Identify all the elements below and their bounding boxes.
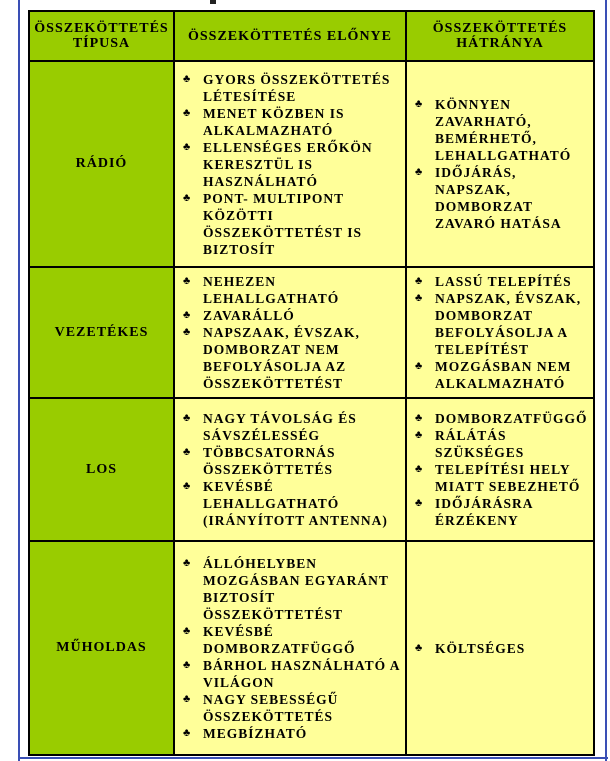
table-row xyxy=(29,541,594,755)
club-bullet-icon: ♣ xyxy=(183,140,192,153)
advantage-cell xyxy=(174,541,406,755)
list-item xyxy=(413,461,589,495)
list-item-text: MEGBÍZHATÓ xyxy=(203,725,308,741)
list-item xyxy=(181,307,401,324)
advantage-list xyxy=(175,69,405,260)
list-item xyxy=(181,657,401,691)
disadvantage-cell xyxy=(406,541,594,755)
row-type-cell: RÁDIÓ xyxy=(29,61,174,267)
list-item xyxy=(413,273,589,290)
club-bullet-icon: ♣ xyxy=(183,326,192,338)
list-item xyxy=(413,96,589,164)
club-bullet-icon: ♣ xyxy=(183,692,192,705)
list-item xyxy=(413,164,589,232)
list-item xyxy=(181,71,401,105)
club-bullet-icon: ♣ xyxy=(415,412,424,424)
advantage-cell xyxy=(174,61,406,267)
club-bullet-icon: ♣ xyxy=(183,309,192,321)
list-item-text: NEHEZEN LEHALLGATHATÓ xyxy=(203,274,340,306)
list-item xyxy=(181,105,401,139)
disadvantage-cell xyxy=(406,61,594,267)
list-item-text: PONT- MULTIPONT KÖZÖTTI ÖSSZEKÖTTETÉST IS BIZTOSÍT xyxy=(203,190,362,257)
club-bullet-icon: ♣ xyxy=(183,624,192,637)
list-item xyxy=(181,444,401,478)
list-item xyxy=(413,495,589,529)
frame-left-border xyxy=(18,0,20,761)
club-bullet-icon: ♣ xyxy=(183,72,192,85)
table-body xyxy=(29,61,594,755)
club-bullet-icon: ♣ xyxy=(415,292,424,304)
club-bullet-icon: ♣ xyxy=(183,412,192,424)
list-item xyxy=(413,290,589,358)
disadvantage-list xyxy=(407,271,593,394)
header-advantage: ÖSSZEKÖTTETÉS ELŐNYE xyxy=(174,11,406,61)
list-item xyxy=(181,691,401,725)
list-item-text: IDŐJÁRÁS, NAPSZAK, DOMBORZAT ZAVARÓ HATÁSA xyxy=(435,165,562,231)
disadvantage-cell xyxy=(406,267,594,398)
club-bullet-icon: ♣ xyxy=(415,641,424,654)
club-bullet-icon: ♣ xyxy=(183,556,192,569)
table-row xyxy=(29,398,594,541)
disadvantage-list xyxy=(407,94,593,234)
club-bullet-icon: ♣ xyxy=(183,446,192,458)
list-item xyxy=(181,623,401,657)
list-item-text: ZAVARÁLLÓ xyxy=(203,308,295,323)
list-item-text: ELLENSÉGES ERŐKÖN KERESZTÜL IS HASZNÁLHATÓ xyxy=(203,139,373,189)
list-item xyxy=(181,139,401,190)
advantage-list xyxy=(175,553,405,744)
list-item-text: RÁLÁTÁS SZÜKSÉGES xyxy=(435,428,525,460)
advantage-cell xyxy=(174,267,406,398)
list-item-text: IDŐJÁRÁSRA ÉRZÉKENY xyxy=(435,496,533,528)
advantage-cell xyxy=(174,398,406,541)
row-type-cell: MŰHOLDAS xyxy=(29,541,174,755)
header-row xyxy=(29,11,594,61)
list-item-text: DOMBORZATFÜGGŐ xyxy=(435,411,588,426)
disadvantage-list xyxy=(407,638,593,659)
list-item-text: NAGY SEBESSÉGŰ ÖSSZEKÖTTETÉS xyxy=(203,691,339,724)
list-item-text: KEVÉSBÉ LEHALLGATHATÓ (IRÁNYÍTOTT ANTENNA) xyxy=(203,479,388,528)
list-item xyxy=(181,190,401,258)
table-row xyxy=(29,61,594,267)
comparison-table xyxy=(28,10,595,756)
club-bullet-icon: ♣ xyxy=(183,275,192,287)
list-item-text: KÖNNYEN ZAVARHATÓ, BEMÉRHETŐ, LEHALLGATHATÓ xyxy=(435,97,572,163)
club-bullet-icon: ♣ xyxy=(183,106,192,119)
advantage-list xyxy=(175,271,405,394)
frame-right-border xyxy=(605,0,607,761)
club-bullet-icon: ♣ xyxy=(415,497,424,509)
top-marker xyxy=(210,0,216,4)
list-item-text: KEVÉSBÉ DOMBORZATFÜGGŐ xyxy=(203,623,356,656)
club-bullet-icon: ♣ xyxy=(415,98,424,110)
list-item xyxy=(181,725,401,742)
list-item xyxy=(413,640,589,657)
club-bullet-icon: ♣ xyxy=(415,275,424,287)
list-item-text: NAGY TÁVOLSÁG ÉS SÁVSZÉLESSÉG xyxy=(203,411,357,443)
list-item xyxy=(413,427,589,461)
list-item-text: NAPSZAK, ÉVSZAK, DOMBORZAT BEFOLYÁSOLJA A TELEPÍTÉST xyxy=(435,291,582,357)
table-row xyxy=(29,267,594,398)
list-item-text: KÖLTSÉGES xyxy=(435,640,526,656)
list-item xyxy=(413,358,589,392)
list-item-text: ÁLLÓHELYBEN MOZGÁSBAN EGYARÁNT BIZTOSÍT ÖSSZEKÖTTETÉST xyxy=(203,555,389,622)
list-item-text: BÁRHOL HASZNÁLHATÓ A VILÁGON xyxy=(203,657,400,690)
club-bullet-icon: ♣ xyxy=(415,360,424,372)
advantage-list xyxy=(175,408,405,531)
row-type-cell: LOS xyxy=(29,398,174,541)
list-item xyxy=(413,410,589,427)
club-bullet-icon: ♣ xyxy=(183,726,192,739)
club-bullet-icon: ♣ xyxy=(183,658,192,671)
row-type-cell: VEZETÉKES xyxy=(29,267,174,398)
list-item-text: LASSÚ TELEPÍTÉS xyxy=(435,274,572,289)
club-bullet-icon: ♣ xyxy=(183,480,192,492)
list-item xyxy=(181,410,401,444)
list-item xyxy=(181,478,401,529)
club-bullet-icon: ♣ xyxy=(415,166,424,178)
list-item-text: TELEPÍTÉSI HELY MIATT SEBEZHETŐ xyxy=(435,462,581,494)
header-type: ÖSSZEKÖTTETÉS TÍPUSA xyxy=(29,11,174,61)
disadvantage-list xyxy=(407,408,593,531)
list-item-text: GYORS ÖSSZEKÖTTETÉS LÉTESÍTÉSE xyxy=(203,71,391,104)
club-bullet-icon: ♣ xyxy=(183,191,192,204)
club-bullet-icon: ♣ xyxy=(415,429,424,441)
frame-bottom-border xyxy=(18,757,608,759)
list-item-text: NAPSZAAK, ÉVSZAK, DOMBORZAT NEM BEFOLYÁSOLJA AZ ÖSSZEKÖTTETÉST xyxy=(203,325,360,391)
list-item-text: MOZGÁSBAN NEM ALKALMAZHATÓ xyxy=(435,359,572,391)
header-disadvantage: ÖSSZEKÖTTETÉS HÁTRÁNYA xyxy=(406,11,594,61)
list-item xyxy=(181,273,401,307)
list-item-text: TÖBBCSATORNÁS ÖSSZEKÖTTETÉS xyxy=(203,445,336,477)
disadvantage-cell xyxy=(406,398,594,541)
list-item xyxy=(181,324,401,392)
club-bullet-icon: ♣ xyxy=(415,463,424,475)
list-item xyxy=(181,555,401,623)
list-item-text: MENET KÖZBEN IS ALKALMAZHATÓ xyxy=(203,105,345,138)
